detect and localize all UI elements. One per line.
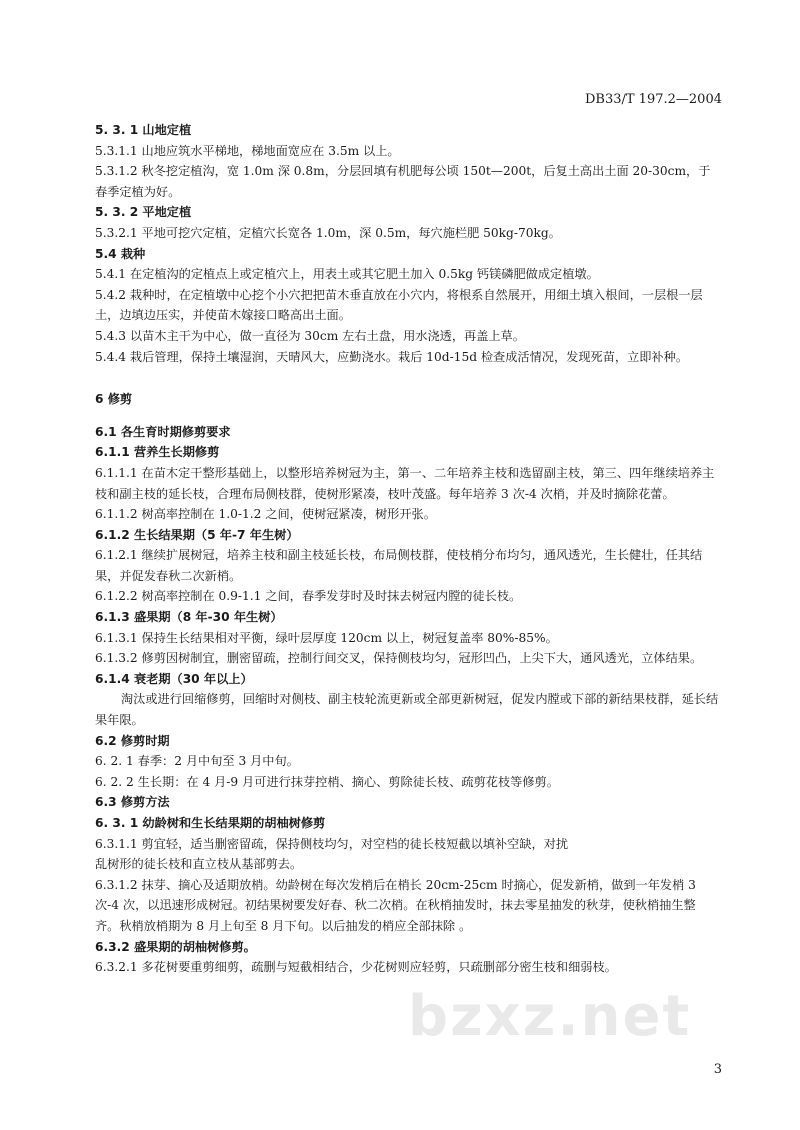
paragraph: 6.3.2.1 多花树要重剪细剪，疏删与短截相结合，少花树则应轻剪，只疏删部分密生枝和细弱枝。 xyxy=(95,960,617,975)
paragraph: 6. 2. 1 春季：2 月中旬至 3 月中旬。 xyxy=(95,754,299,769)
section-heading: 5. 3. 2 平地定植 xyxy=(95,205,192,220)
section-heading: 6.1.1 营养生长期修剪 xyxy=(95,445,220,460)
section-heading: 6.1.3 盛果期（8 年-30 年生树） xyxy=(95,610,283,625)
paragraph: 6.3.1.1 剪宜轻，适当删密留疏，保持侧枝均匀，对空档的徒长枝短截以填补空缺，对扰 xyxy=(95,836,569,851)
paragraph: 6.1.3.1 保持生长结果相对平衡，绿叶层厚度 120cm 以上，树冠复盖率 80%-85%。 xyxy=(95,630,558,645)
paragraph: 6.1.3.2 修剪因树制宜，删密留疏，控制行间交叉，保持侧枝均匀，冠形凹凸，上尖下大，通风透光，立体结果。 xyxy=(95,651,703,666)
paragraph: 6.1.1.2 树高率控制在 1.0-1.2 之间，使树冠紧凑，树形开张。 xyxy=(95,507,436,522)
paragraph: 淘汰或进行回缩修剪，回缩时对侧枝、副主枝轮流更新或全部更新树冠，促发内膛或下部的新结果枝群，延长结果年限。 xyxy=(95,692,719,728)
paragraph: 5.3.2.1 平地可挖穴定植，定植穴长宽各 1.0m，深 0.5m，每穴施栏肥 50kg-70kg。 xyxy=(95,225,561,240)
section-heading: 6.1 各生育时期修剪要求 xyxy=(95,424,231,439)
section-heading: 5. 3. 1 山地定植 xyxy=(95,123,192,137)
paragraph: 6.1.1.1 在苗木定干整形基础上，以整形培养树冠为主，第一、二年培养主枝和选留副主枝，第三、四年继续培养主枝和副主枝的延长枝，合理布局侧枝群，使树形紧凑，枝叶茂盛。每年培养 3 次-4 次梢，并及时摘除花蕾。 xyxy=(95,465,715,501)
section-heading: 6.1.2 生长结果期（5 年-7 年生树） xyxy=(95,527,299,542)
section-heading: 6.3.2 盛果期的胡柚树修剪。 xyxy=(95,939,256,954)
paragraph: 5.4.2 栽种时，在定植墩中心挖个小穴把把苗木垂直放在小穴内，将根系自然展开，用细土填入根间，一层根一层土，边填边压实，并使苗木嫁接口略高出土面。 xyxy=(95,287,703,323)
document-body xyxy=(95,120,720,978)
section-heading: 6. 3. 1 幼龄树和生长结果期的胡柚树修剪 xyxy=(95,816,326,830)
paragraph: 6.1.2.1 继续扩展树冠，培养主枝和副主枝延长枝，布局侧枝群，使枝梢分布均匀，通风透光，生长健壮，任其结果，并促发春秋二次新梢。 xyxy=(95,548,703,583)
paragraph: 6. 2. 2 生长期：在 4 月-9 月可进行抹芽控梢、摘心、剪除徒长枝、疏剪花枝等修剪。 xyxy=(95,774,559,789)
paragraph: 6.1.2.2 树高率控制在 0.9-1.1 之间，春季发芽时及时抹去树冠内膛的徒长枝。 xyxy=(95,589,522,604)
section-heading: 5.4 栽种 xyxy=(95,246,146,261)
watermark: bzxz.net xyxy=(408,984,692,1049)
section-heading: 6.2 修剪时期 xyxy=(95,733,170,748)
section-heading: 6 修剪 xyxy=(95,392,133,407)
paragraph: 6.3.1.2 抹芽、摘心及适期放梢。幼龄树在每次发梢后在梢长 20cm-25cm 时摘心，促发新梢，做到一年发梢 3 次-4 次，以迅速形成树冠。初结果树要发好春、秋二次梢。在秋梢抽发时，抹去零星抽发的秋芽，使秋梢抽生整齐。秋梢放梢期为 8 月上旬至 8 月下旬。以后抽发的梢应全部抹除 。 xyxy=(95,877,696,933)
paragraph: 5.3.1.1 山地应筑水平梯地，梯地面宽应在 3.5m 以上。 xyxy=(95,143,400,158)
paragraph: 5.4.4 栽后管理，保持土壤湿润，天晴风大，应勤浇水。栽后 10d-15d 检查成活情况，发现死苗，立即补种。 xyxy=(95,349,689,364)
paragraph: 5.3.1.2 秋冬挖定植沟，宽 1.0m 深 0.8m，分层回填有机肥每公顷 150t—200t，后复土高出土面 20-30cm，于春季定植为好。 xyxy=(95,164,711,199)
paragraph: 5.4.1 在定植沟的定植点上或定植穴上，用表土或其它肥土加入 0.5kg 钙镁磷肥做成定植墩。 xyxy=(95,267,599,282)
paragraph: 乱树形的徒长枝和直立枝从基部剪去。 xyxy=(95,857,303,872)
section-heading: 6.3 修剪方法 xyxy=(95,795,170,810)
page-number: 3 xyxy=(713,1062,722,1077)
document-code: DB33/T 197.2—2004 xyxy=(584,92,722,107)
paragraph: 5.4.3 以苗木主干为中心，做一直径为 30cm 左右土盘，用水浇透，再盖上草。 xyxy=(95,328,525,343)
section-heading: 6.1.4 衰老期（30 年以上） xyxy=(95,671,253,686)
